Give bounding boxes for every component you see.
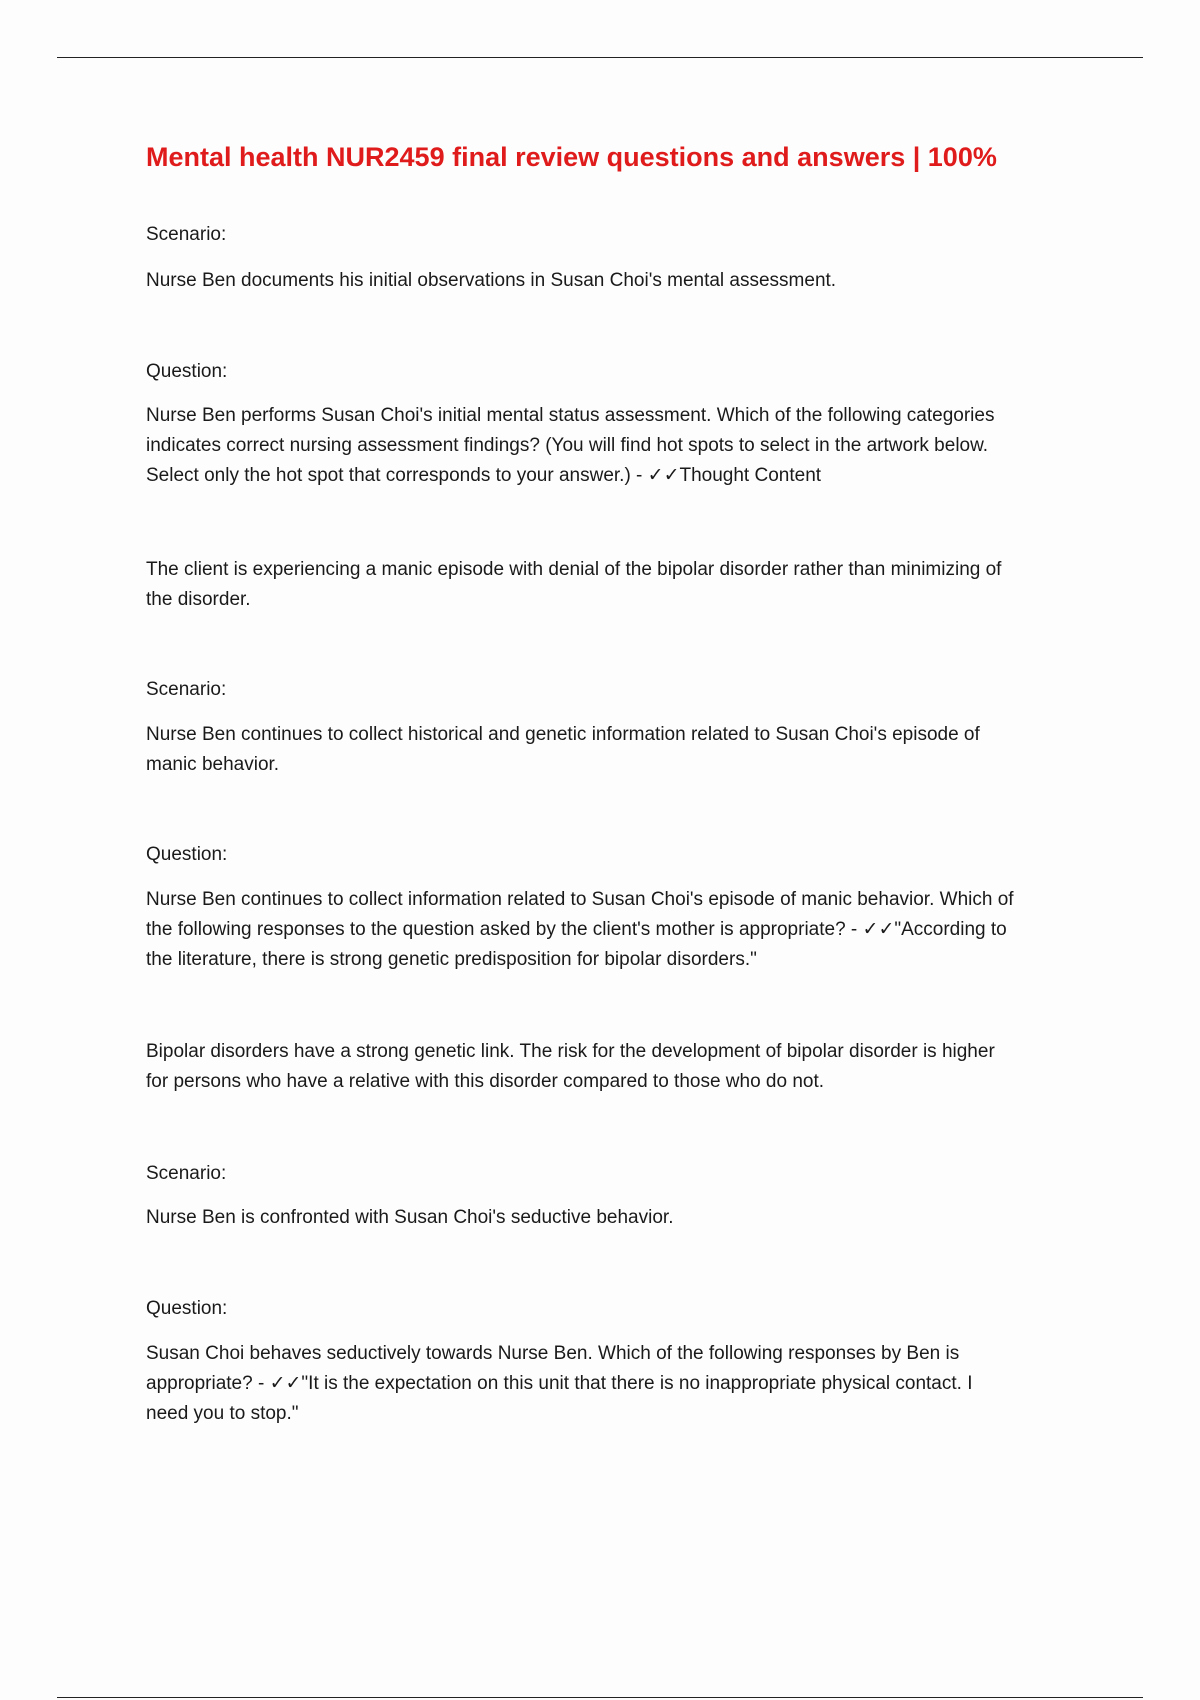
text-line: indicates correct nursing assessment findings? (You will find hot spots to select in the artwork below.: [146, 435, 989, 456]
text-line: the following responses to the question asked by the client's mother is appropriate? - ✓✓"According to: [146, 919, 1007, 940]
question-label: Question:: [146, 1298, 228, 1319]
text-line: Bipolar disorders have a strong genetic link. The risk for the development of bipolar disorder is higher: [146, 1041, 995, 1062]
rationale-text: [146, 555, 1086, 615]
scenario-text: [146, 266, 1086, 296]
text-line: Nurse Ben documents his initial observations in Susan Choi's mental assessment.: [146, 270, 837, 291]
text-line: Select only the hot spot that corresponds to your answer.) - ✓✓Thought Content: [146, 465, 822, 486]
text-line: the disorder.: [146, 589, 251, 610]
text-line: appropriate? - ✓✓"It is the expectation on this unit that there is no inappropriate physical contact. I: [146, 1373, 973, 1394]
rationale-text: [146, 1037, 1086, 1097]
scenario-text: [146, 1203, 1086, 1233]
text-line: need you to stop.": [146, 1403, 299, 1424]
scenario-label: Scenario:: [146, 679, 227, 700]
question-text: [146, 401, 1086, 491]
text-line: The client is experiencing a manic episode with denial of the bipolar disorder rather than minimizing of: [146, 559, 1002, 580]
top-rule: [57, 57, 1143, 58]
text-line: manic behavior.: [146, 754, 280, 775]
text-line: Nurse Ben continues to collect information related to Susan Choi's episode of manic behavior. Which of: [146, 889, 1014, 910]
text-line: Nurse Ben continues to collect historical and genetic information related to Susan Choi's episode of: [146, 724, 980, 745]
document-title: Mental health NUR2459 final review questions and answers | 100%: [146, 142, 997, 172]
bottom-rule: [57, 1697, 1143, 1698]
question-text: [146, 1339, 1086, 1429]
text-line: the literature, there is strong genetic predisposition for bipolar disorders.": [146, 949, 757, 970]
question-label: Question:: [146, 844, 228, 865]
text-line: for persons who have a relative with this disorder compared to those who do not.: [146, 1071, 825, 1092]
question-text: [146, 885, 1086, 975]
scenario-label: Scenario:: [146, 1163, 227, 1184]
text-line: Nurse Ben is confronted with Susan Choi's seductive behavior.: [146, 1207, 674, 1228]
scenario-text: [146, 720, 1086, 780]
scenario-label: Scenario:: [146, 224, 227, 245]
text-line: Nurse Ben performs Susan Choi's initial mental status assessment. Which of the following categories: [146, 405, 995, 426]
question-label: Question:: [146, 361, 228, 382]
text-line: Susan Choi behaves seductively towards Nurse Ben. Which of the following responses by Ben is: [146, 1343, 960, 1364]
